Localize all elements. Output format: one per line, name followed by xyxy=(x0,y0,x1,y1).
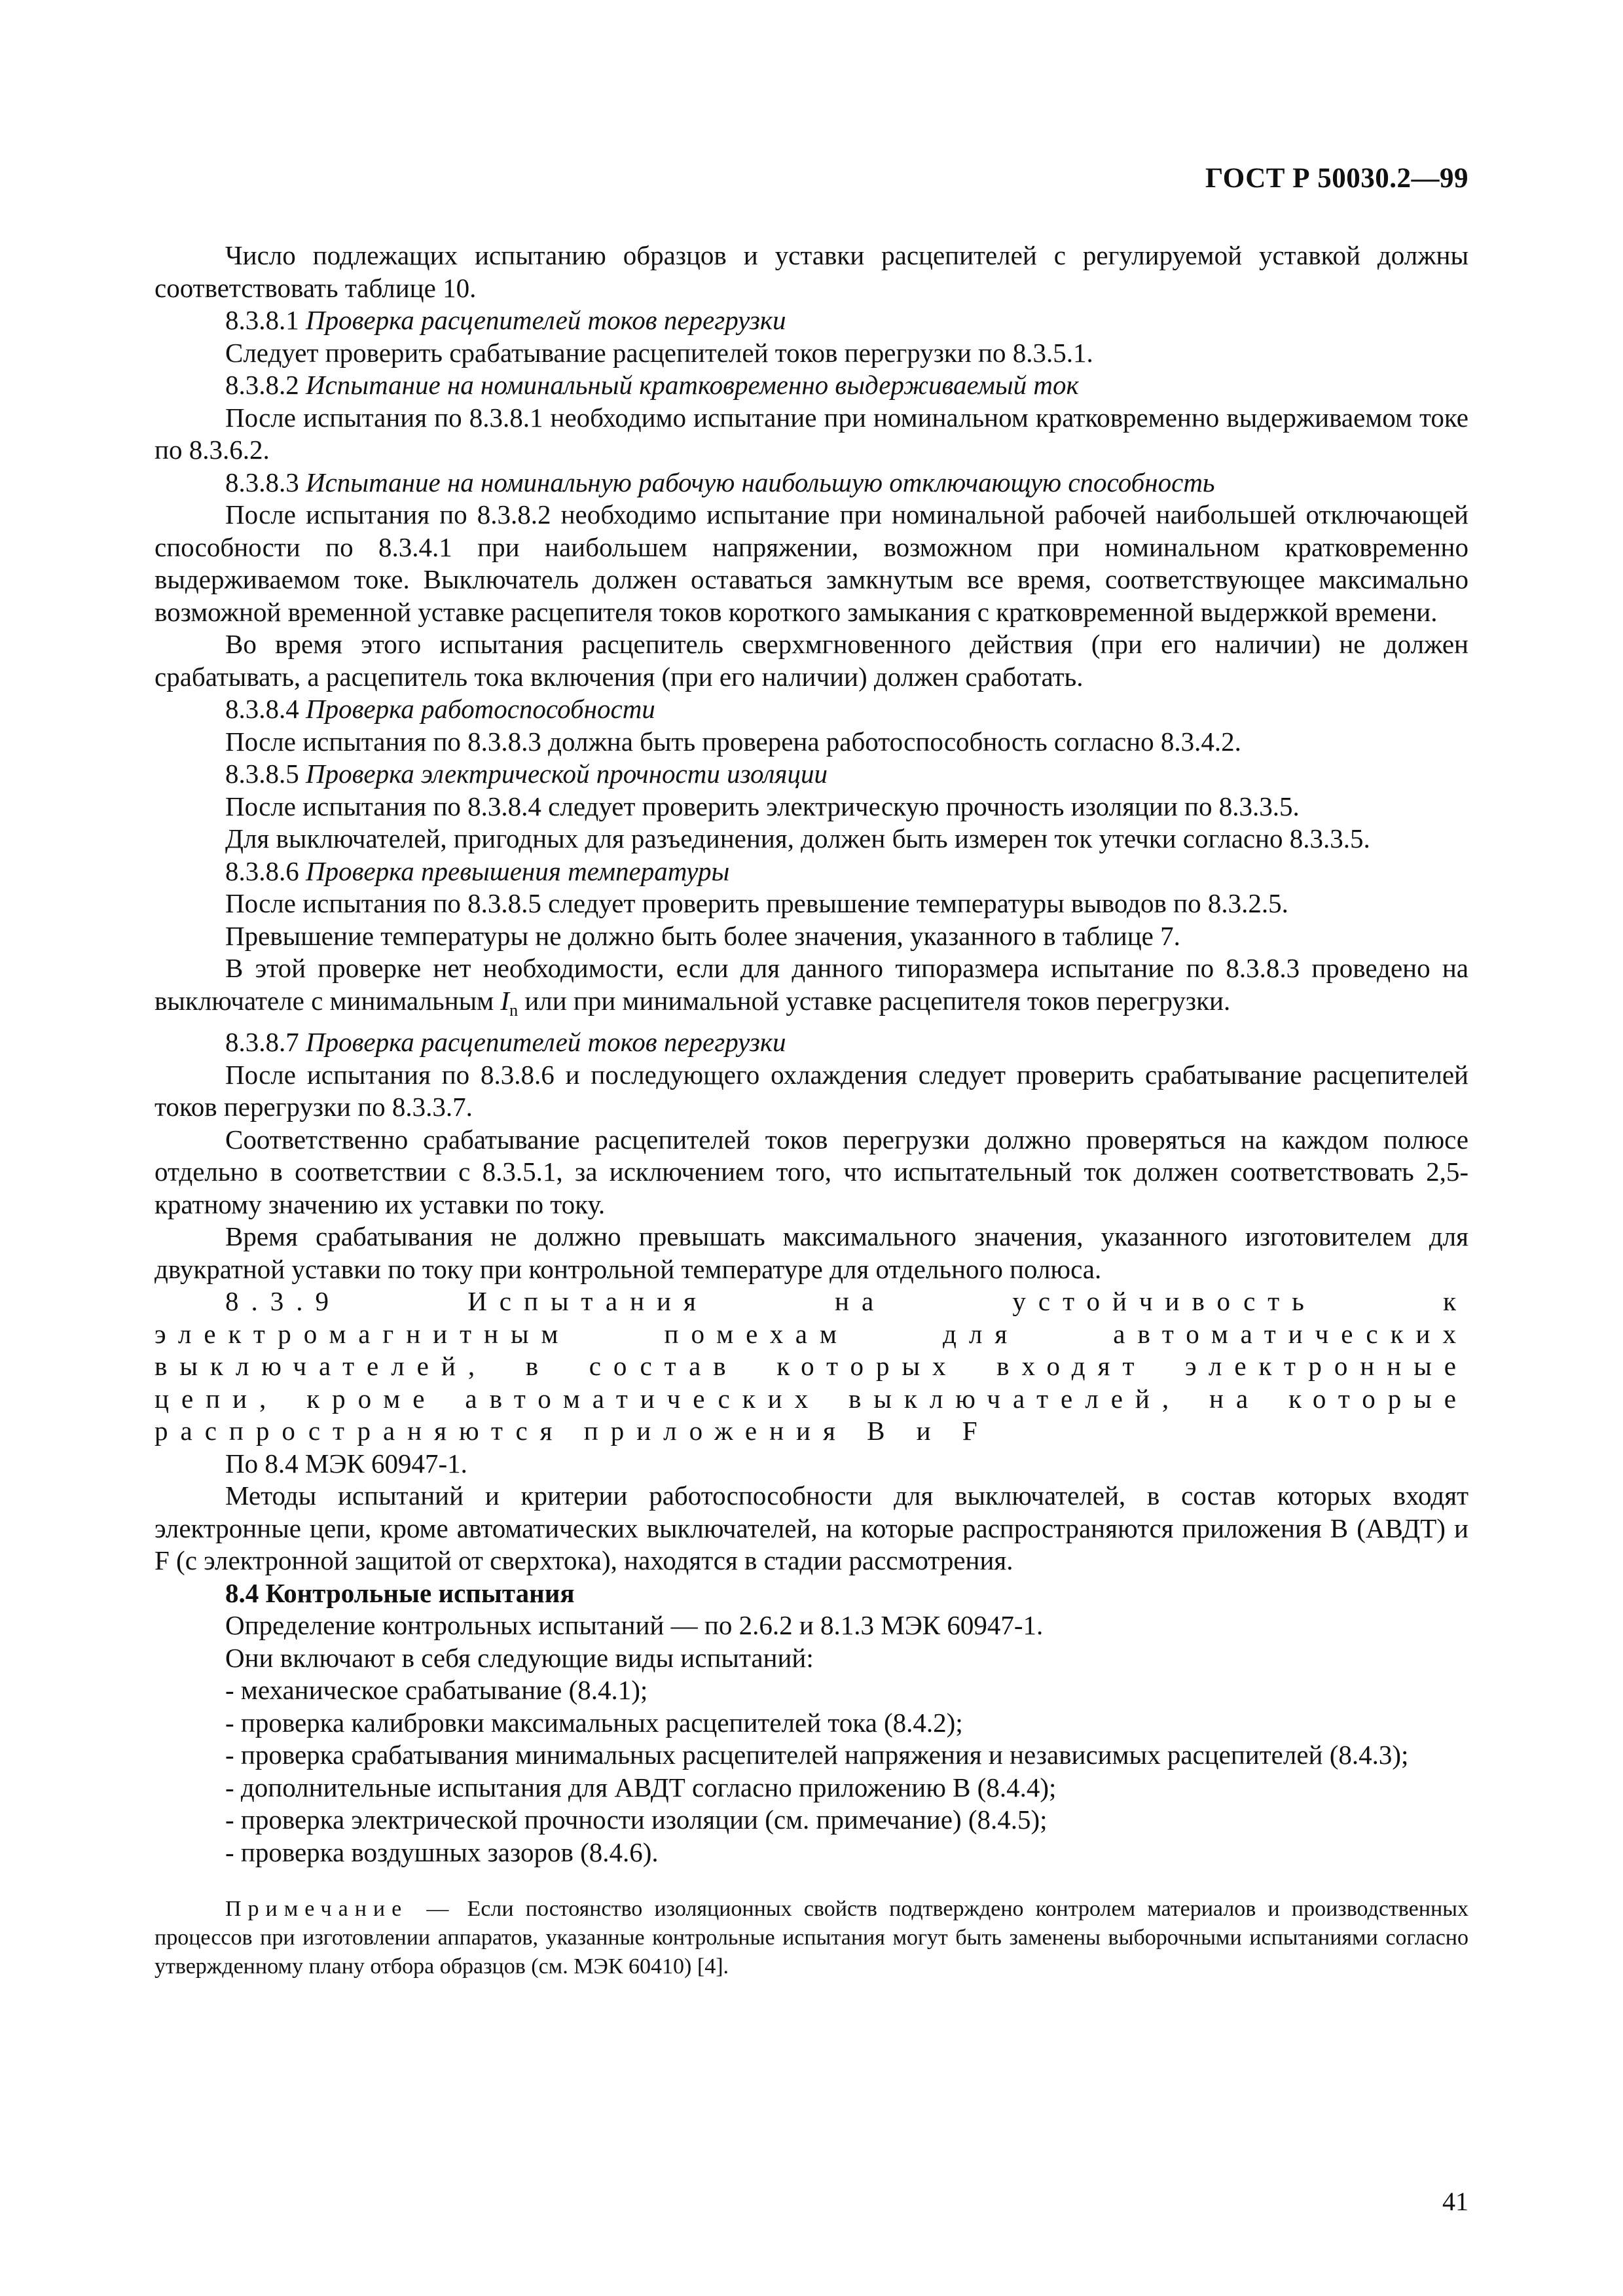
paragraph xyxy=(155,952,1468,1026)
section-title: Проверка расцепителей токов перегрузки xyxy=(306,1027,786,1058)
section-number: 8.3.8.7 xyxy=(225,1027,299,1058)
paragraph: Следует проверить срабатывание расцепителей токов перегрузки по 8.3.5.1. xyxy=(225,337,1093,368)
paragraph: Во время этого испытания расцепитель сверхмгновенного действия (при его наличии) не должен срабатывать, а расцепитель тока включения (при его наличии) должен сработать. xyxy=(155,629,1468,692)
section-title: Испытание на номинальную рабочую наибольшую отключающую способность xyxy=(306,467,1215,497)
paragraph: После испытания по 8.3.8.5 следует проверить превышение температуры выводов по 8.3.2.5. xyxy=(225,888,1288,918)
section-number: 8.3.8.5 xyxy=(225,759,299,789)
section-heading xyxy=(155,369,1468,402)
section-number: 8.3.8.3 xyxy=(225,467,299,497)
formula-subscript: n xyxy=(509,1000,519,1020)
section-heading-spaced: 8.3.9 Испытания на устойчивость к электромагнитным помехам для автоматических выключателей, в состав которых входят электронные цепи, кроме автоматических выключателей, на которые распространяются приложения B и F xyxy=(155,1286,1468,1446)
section-title: Проверка превышения температуры xyxy=(306,855,730,886)
section-number: 8.3.8.2 xyxy=(225,370,299,400)
paragraph: После испытания по 8.3.8.2 необходимо испытание при номинальной рабочей наибольшей отключающей способности по 8.3.4.1 при наибольшем напряжении, возможном при номинальном кратковременно выдерживаемом токе. Выключатель должен оставаться замкнутым все время, соответствующее максимально возможной временной уставке расцепителя токов короткого замыкания с кратковременной выдержкой времени. xyxy=(155,499,1468,627)
document-body xyxy=(155,240,1468,1981)
paragraph: Определение контрольных испытаний — по 2.6.2 и 8.1.3 МЭК 60947-1. xyxy=(225,1610,1044,1641)
section-heading xyxy=(155,693,1468,726)
paragraph: Для выключателей, пригодных для разъединения, должен быть измерен ток утечки согласно 8.3.3.5. xyxy=(225,823,1370,853)
note-label: Примечание — xyxy=(225,1897,456,1922)
section-title: Испытание на номинальный кратковременно выдерживаемый ток xyxy=(306,370,1079,400)
section-heading xyxy=(155,467,1468,499)
list-item: - проверка калибровки максимальных расцепителей тока (8.4.2); xyxy=(225,1707,963,1738)
note-text: Если постоянство изоляционных свойств подтверждено контролем материалов и производственных процессов при изготовлении аппаратов, указанные контрольные испытания могут быть заменены выборочными испытаниями согласно утвержденному плану отбора образцов (см. МЭК 60410) [4]. xyxy=(155,1897,1468,1979)
section-title: Проверка электрической прочности изоляции xyxy=(306,759,828,789)
text-run: В этой проверке нет необходимости, если для данного типоразмера испытание по 8.3.8.3 проведено на выключателе с минимальным xyxy=(155,953,1468,1016)
paragraph: После испытания по 8.3.8.6 и последующего охлаждения следует проверить срабатывание расцепителей токов перегрузки по 8.3.3.7. xyxy=(155,1059,1468,1122)
page-number: 41 xyxy=(1442,2187,1468,2216)
paragraph: После испытания по 8.3.8.3 должна быть проверена работоспособность согласно 8.3.4.2. xyxy=(225,726,1241,757)
text-run: или при минимальной уставке расцепителя токов перегрузки. xyxy=(518,985,1231,1016)
paragraph: Соответственно срабатывание расцепителей токов перегрузки должно проверяться на каждом полюсе отдельно в соответствии с 8.3.5.1, за исключением того, что испытательный ток должен соответствовать 2,5-кратному значению их уставки по току. xyxy=(155,1124,1468,1219)
section-heading-bold: 8.4 Контрольные испытания xyxy=(225,1577,575,1608)
paragraph: Число подлежащих испытанию образцов и уставки расцепителей с регулируемой уставкой должны соответствовать таблице 10. xyxy=(155,240,1468,303)
paragraph: После испытания по 8.3.8.4 следует проверить электрическую прочность изоляции по 8.3.3.5. xyxy=(225,791,1300,821)
section-number: 8.3.8.4 xyxy=(225,694,299,724)
section-heading xyxy=(155,758,1468,791)
document-header-id: ГОСТ Р 50030.2—99 xyxy=(1205,163,1468,194)
section-title: Проверка работоспособности xyxy=(306,694,655,724)
paragraph: Время срабатывания не должно превышать максимального значения, указанного изготовителем для двукратной уставки по току при контрольной температуре для отдельного полюса. xyxy=(155,1221,1468,1284)
section-number: 8.3.8.6 xyxy=(225,855,299,886)
list-item: - механическое срабатывание (8.4.1); xyxy=(225,1675,648,1706)
list-item: - проверка электрической прочности изоляции (см. примечание) (8.4.5); xyxy=(225,1804,1048,1835)
section-heading xyxy=(155,304,1468,337)
paragraph: После испытания по 8.3.8.1 необходимо испытание при номинальном кратковременно выдерживаемом токе по 8.3.6.2. xyxy=(155,402,1468,465)
paragraph: Они включают в себя следующие виды испытаний: xyxy=(225,1642,814,1673)
list-item: - проверка воздушных зазоров (8.4.6). xyxy=(225,1837,659,1867)
section-number: 8.3.8.1 xyxy=(225,305,299,335)
section-title: Проверка расцепителей токов перегрузки xyxy=(306,305,786,335)
list-item: - проверка срабатывания минимальных расцепителей напряжения и независимых расцепителей (8.4.3); xyxy=(225,1740,1409,1770)
paragraph: Превышение температуры не должно быть более значения, указанного в таблице 7. xyxy=(225,920,1180,951)
note xyxy=(155,1895,1468,1981)
list-item: - дополнительные испытания для АВДТ согласно приложению B (8.4.4); xyxy=(225,1772,1057,1803)
section-heading xyxy=(155,855,1468,888)
section-heading xyxy=(155,1026,1468,1059)
paragraph: Методы испытаний и критерии работоспособности для выключателей, в состав которых входят электронные цепи, кроме автоматических выключателей, на которые распространяются приложения B (АВДТ) и F (с электронной защитой от сверхтока), находятся в стадии рассмотрения. xyxy=(155,1480,1468,1576)
paragraph: По 8.4 МЭК 60947-1. xyxy=(225,1448,467,1479)
formula-symbol: I xyxy=(500,985,510,1016)
